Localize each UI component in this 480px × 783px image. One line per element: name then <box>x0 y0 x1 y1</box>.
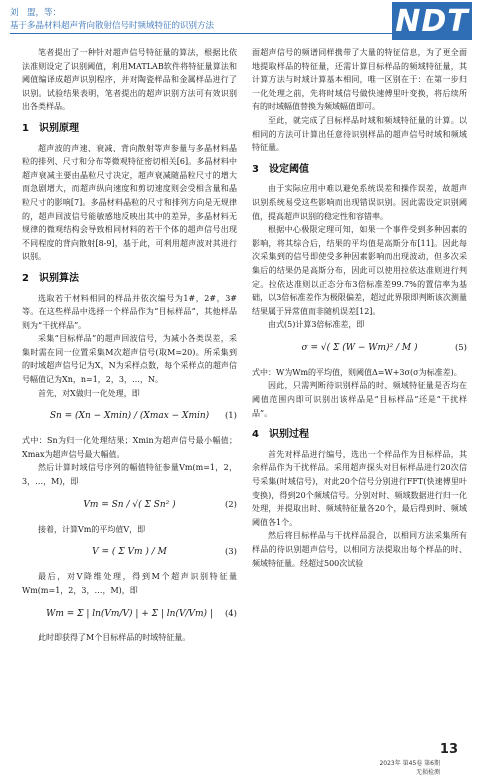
section-4-paragraph-1: 首先对样品进行编号，选出一个样品作为目标样品，其余样品作为干扰样品。采用超声探头对目标样品进行20次信号采集(时域信号)，对此20个信号分别进行FFT(快速傅里叶变换)，得到20个频域信号。分别对时、频域数据进行归一化处理，并提取出时、频域特征量各20个，最后得到时、频域阈值各1个。 <box>252 449 467 527</box>
section-4-heading: 4 识别过程 <box>252 429 309 441</box>
intro-paragraph: 笔者提出了一种针对超声信号特征量的算法，根据比依法准则设定了识别阈值，利用MATLAB软件将特征量算法和阈值编译成超声识别程序，并对陶瓷样品和金属样品进行了识别。试验结果表明，笔者提出的超声识别方法可有效识别出各类样品。 <box>22 48 237 112</box>
equation-4 <box>22 599 237 629</box>
section-3-paragraph-2: 根据中心极限定理可知，如果一个事件受到多种因素的影响，将其综合后，结果的平均值是高斯分布[11]。因此每次采集到的信号即使受多种因素影响而出现波动，但多次采集后的结果仍是高斯分布，因此可以使用拉依达准则进行判定。拉依达准则以正态分布3倍标准差99.7%的置信率为基础，以3倍标准差作为极限偏差，超过此界限即判断该次测量结果属于异常值而非随机误差[12]。 <box>252 225 467 316</box>
header-rule <box>10 33 392 34</box>
journal-issue: 2023年 第45卷 第6期 <box>379 760 440 767</box>
section-3-paragraph-3: 由式(5)计算3倍标准差，即 <box>268 320 365 330</box>
section-1-heading: 1 识别原理 <box>22 122 79 134</box>
equation-3-body: V = ( Σ Vm ) / M <box>92 547 167 558</box>
right-paragraph-1: 面超声信号的频谱同样携带了大量的特征信息，为了更全面地提取样品的特征量，还需计算目标样品的频域特征量，其计算方法与时域计算基本相同，唯一区别在于：在第一步归一化处理之前，先将时域信号做快速傅里叶变换，将后续所有的时域幅值替换为频域幅值即可。 <box>252 48 467 112</box>
page-number: 13 <box>439 742 458 757</box>
page-footer <box>0 742 480 783</box>
equation-1 <box>22 402 237 432</box>
equation-2-number: (2) <box>224 499 237 510</box>
equation-3 <box>22 538 237 568</box>
section-2-paragraph-5: 然后计算时域信号序列的幅值特征参量Vm(m=1，2，3，…，M)，即 <box>22 463 237 487</box>
section-1-paragraph: 超声波的声速、衰减、背向散射等声参量与多晶材料晶粒的排列、尺寸和分布等微观特征密切相关[6]。多晶材料中超声衰减主要由晶粒尺寸决定，超声衰减随晶粒尺寸的增大而急剧增大，而超声纵向速度和剪切速度则会受相含量和晶粒尺寸的影响[7]。多晶材料晶粒的尺寸和排列方向是无规律的，超声回波信号能敏感地反映出其中的差异，多晶材料无规律的微观结构会导致相同材料的若干个体的超声信号出现不同程度的背向散射[8-9]，基于此，可利用超声波对其进行识别。 <box>22 143 237 262</box>
section-2-heading: 2 识别算法 <box>22 272 79 284</box>
equation-5-number: (5) <box>454 343 467 354</box>
section-3-paragraph-4: 式中：W为Wm的平均值，则阈值Δ=W+3σ(σ为标准差)。 <box>252 367 462 377</box>
equation-2-body: Vm = Sn / √( Σ Sn² ) <box>83 499 176 510</box>
equation-1-body: Sn = (Xn − Xmin) / (Xmax − Xmin) <box>49 411 210 422</box>
journal-info <box>379 759 440 777</box>
right-paragraph-2: 至此，就完成了目标样品时域和频域特征量的计算。以相同的方法可计算出任意待识别样品的超声信号时域和频域特征量。 <box>252 115 467 153</box>
right-column <box>252 46 467 570</box>
section-4-paragraph-2: 然后将目标样品与干扰样品混合，以相同方法采集所有样品的待识别超声信号，以相同方法提取出每个样品的时、频域特征量。经超过500次试验 <box>252 531 467 568</box>
journal-name: 无损检测 <box>415 769 440 776</box>
section-3-paragraph-5: 因此，只需判断待识别样品的时、频域特征量是否均在阈值范围内即可识别出该样品是“目标样品”还是“干扰样品”。 <box>252 381 467 418</box>
equation-1-number: (1) <box>224 411 237 422</box>
equation-3-number: (3) <box>224 547 237 558</box>
section-2-paragraph-6: 接着，计算Vm的平均值V，即 <box>38 524 146 534</box>
section-2-paragraph-8: 此时即获得了M个目标样品的时域特征量。 <box>38 633 191 643</box>
equation-4-number: (4) <box>224 608 237 619</box>
section-2-paragraph-7: 最后，对V降维处理，得到M个超声识别特征量Wm(m=1，2，3，…，M)，即 <box>22 572 237 595</box>
section-3-heading: 3 设定阈值 <box>252 163 309 175</box>
section-3-paragraph-1: 由于实际应用中难以避免系统误差和操作误差，故超声识别系统易受这些影响而出现错误识别。因此需设定识别阈值，提高超声识别的稳定性和容错率。 <box>252 184 467 221</box>
journal-logo: NDT <box>392 2 472 40</box>
section-2-paragraph-4: 式中：Sn为归一化处理结果；Xmin为超声信号最小幅值；Xmax为超声信号最大幅值。 <box>22 436 237 459</box>
running-header <box>0 0 480 44</box>
section-2-paragraph-3: 首先，对X做归一化处理，即 <box>38 388 140 398</box>
header-article-title: 基于多晶材料超声背向散射信号时频域特征的识别方法 <box>10 21 215 31</box>
section-2-paragraph-1: 选取若干材料相同的样品并依次编号为1#，2#，3#等。在这些样品中选择一个样品作为“目标样品”，其他样品则为“干扰样品”。 <box>22 293 237 330</box>
left-column <box>22 46 237 645</box>
header-author: 刘 盟，等： <box>10 8 62 18</box>
section-2-paragraph-2: 采集“目标样品”的超声回波信号，为减小各类误差，采集时需在同一位置采集M次超声信号(取M=20)。所采集到的时域超声信号记为X，N为采样点数，每个采样点的超声信号幅值记为Xn，n=1，2，3，…，N。 <box>22 334 237 385</box>
equation-5-body: σ = √( Σ (W − Wm)² / M ) <box>301 343 418 354</box>
equation-2 <box>22 491 237 521</box>
equation-5 <box>252 334 467 364</box>
equation-4-body: Wm = Σ | ln(Vm/V) | + Σ | ln(V/Vm) | <box>46 608 213 619</box>
